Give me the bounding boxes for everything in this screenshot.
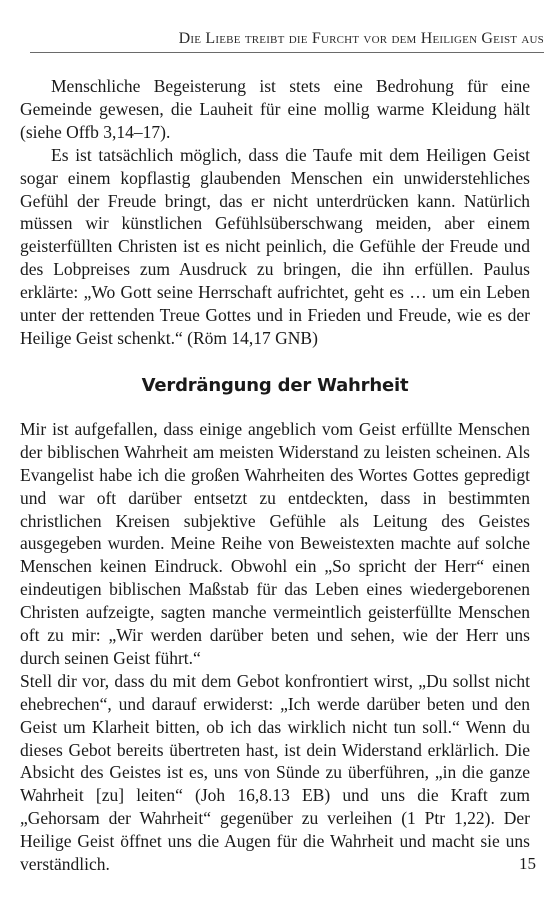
page-number: 15	[519, 854, 536, 873]
section-heading: Verdrängung der Wahrheit	[141, 374, 409, 396]
paragraph: Es ist tatsächlich möglich, dass die Taufe mit dem Heiligen Geist sogar einem kopflastig glaubenden Menschen ein unwiderstehliches Gefühl der Freude bringt, das er nicht unterdrücken kann. Natürlich müssen wir künstlichen Gefühlsüberschwang meiden, aber einem geisterfüllten Christen ist es nicht peinlich, die Gefühle der Freude und des Lobpreises zum Ausdruck zu bringen, die ihn erfüllen. Paulus erklärte: „Wo Gott seine Herrschaft aufrichtet, geht es … um ein Leben unter der rettenden Treue Gottes und in Frieden und Freude, wie es der Heilige Geist schenkt.“ (Röm 14,17 GNB)	[20, 144, 530, 348]
header-rule	[30, 52, 544, 53]
running-header: Die Liebe treibt die Furcht vor dem Heiligen Geist aus	[178, 30, 544, 47]
body-text	[20, 75, 530, 876]
paragraph: Mir ist aufgefallen, dass einige angeblich vom Geist erfüllte Menschen der biblischen Wahrheit am meisten Widerstand zu leisten scheinen. Als Evangelist habe ich die großen Wahrheiten des Wortes Gottes gepredigt und war oft darüber entsetzt zu entdeckten, dass in bestimmten christlichen Kreisen subjektive Gefühle als Leitung des Geistes ausgegeben wurden. Meine Reihe von Beweistexten machte auf solche Menschen keinen Eindruck. Obwohl ein „So spricht der Herr“ einen eindeutigen biblischen Maßstab für das Leben eines wiedergeborenen Christen aufzeigte, sagten manche vermeintlich geisterfüllte Menschen oft zu mir: „Wir werden darüber beten und sehen, wie der Herr uns durch seinen Geist führt.“	[20, 418, 530, 668]
paragraph: Menschliche Begeisterung ist stets eine Bedrohung für eine Gemeinde gewesen, die Lauheit für eine mollig warme Kleidung hält (siehe Offb 3,14–17).	[20, 76, 530, 142]
paragraph: Stell dir vor, dass du mit dem Gebot konfrontiert wirst, „Du sollst nicht ehebrechen“, und darauf erwiderst: „Ich werde darüber beten und den Geist um Klarheit bitten, ob ich das wirklich nicht tun soll.“ Wenn du dieses Gebot bereits übertreten hast, ist dein Widerstand erklärlich. Die Absicht des Geistes ist es, uns von Sünde zu überführen, „in die ganze Wahrheit [zu] leiten“ (Joh 16,8.13 EB) und uns die Kraft zum „Gehorsam der Wahrheit“ gegenüber zu verleihen (1 Ptr 1,22). Der Heilige Geist öffnet uns die Augen für die Wahrheit und macht sie uns verständlich.	[20, 670, 530, 875]
